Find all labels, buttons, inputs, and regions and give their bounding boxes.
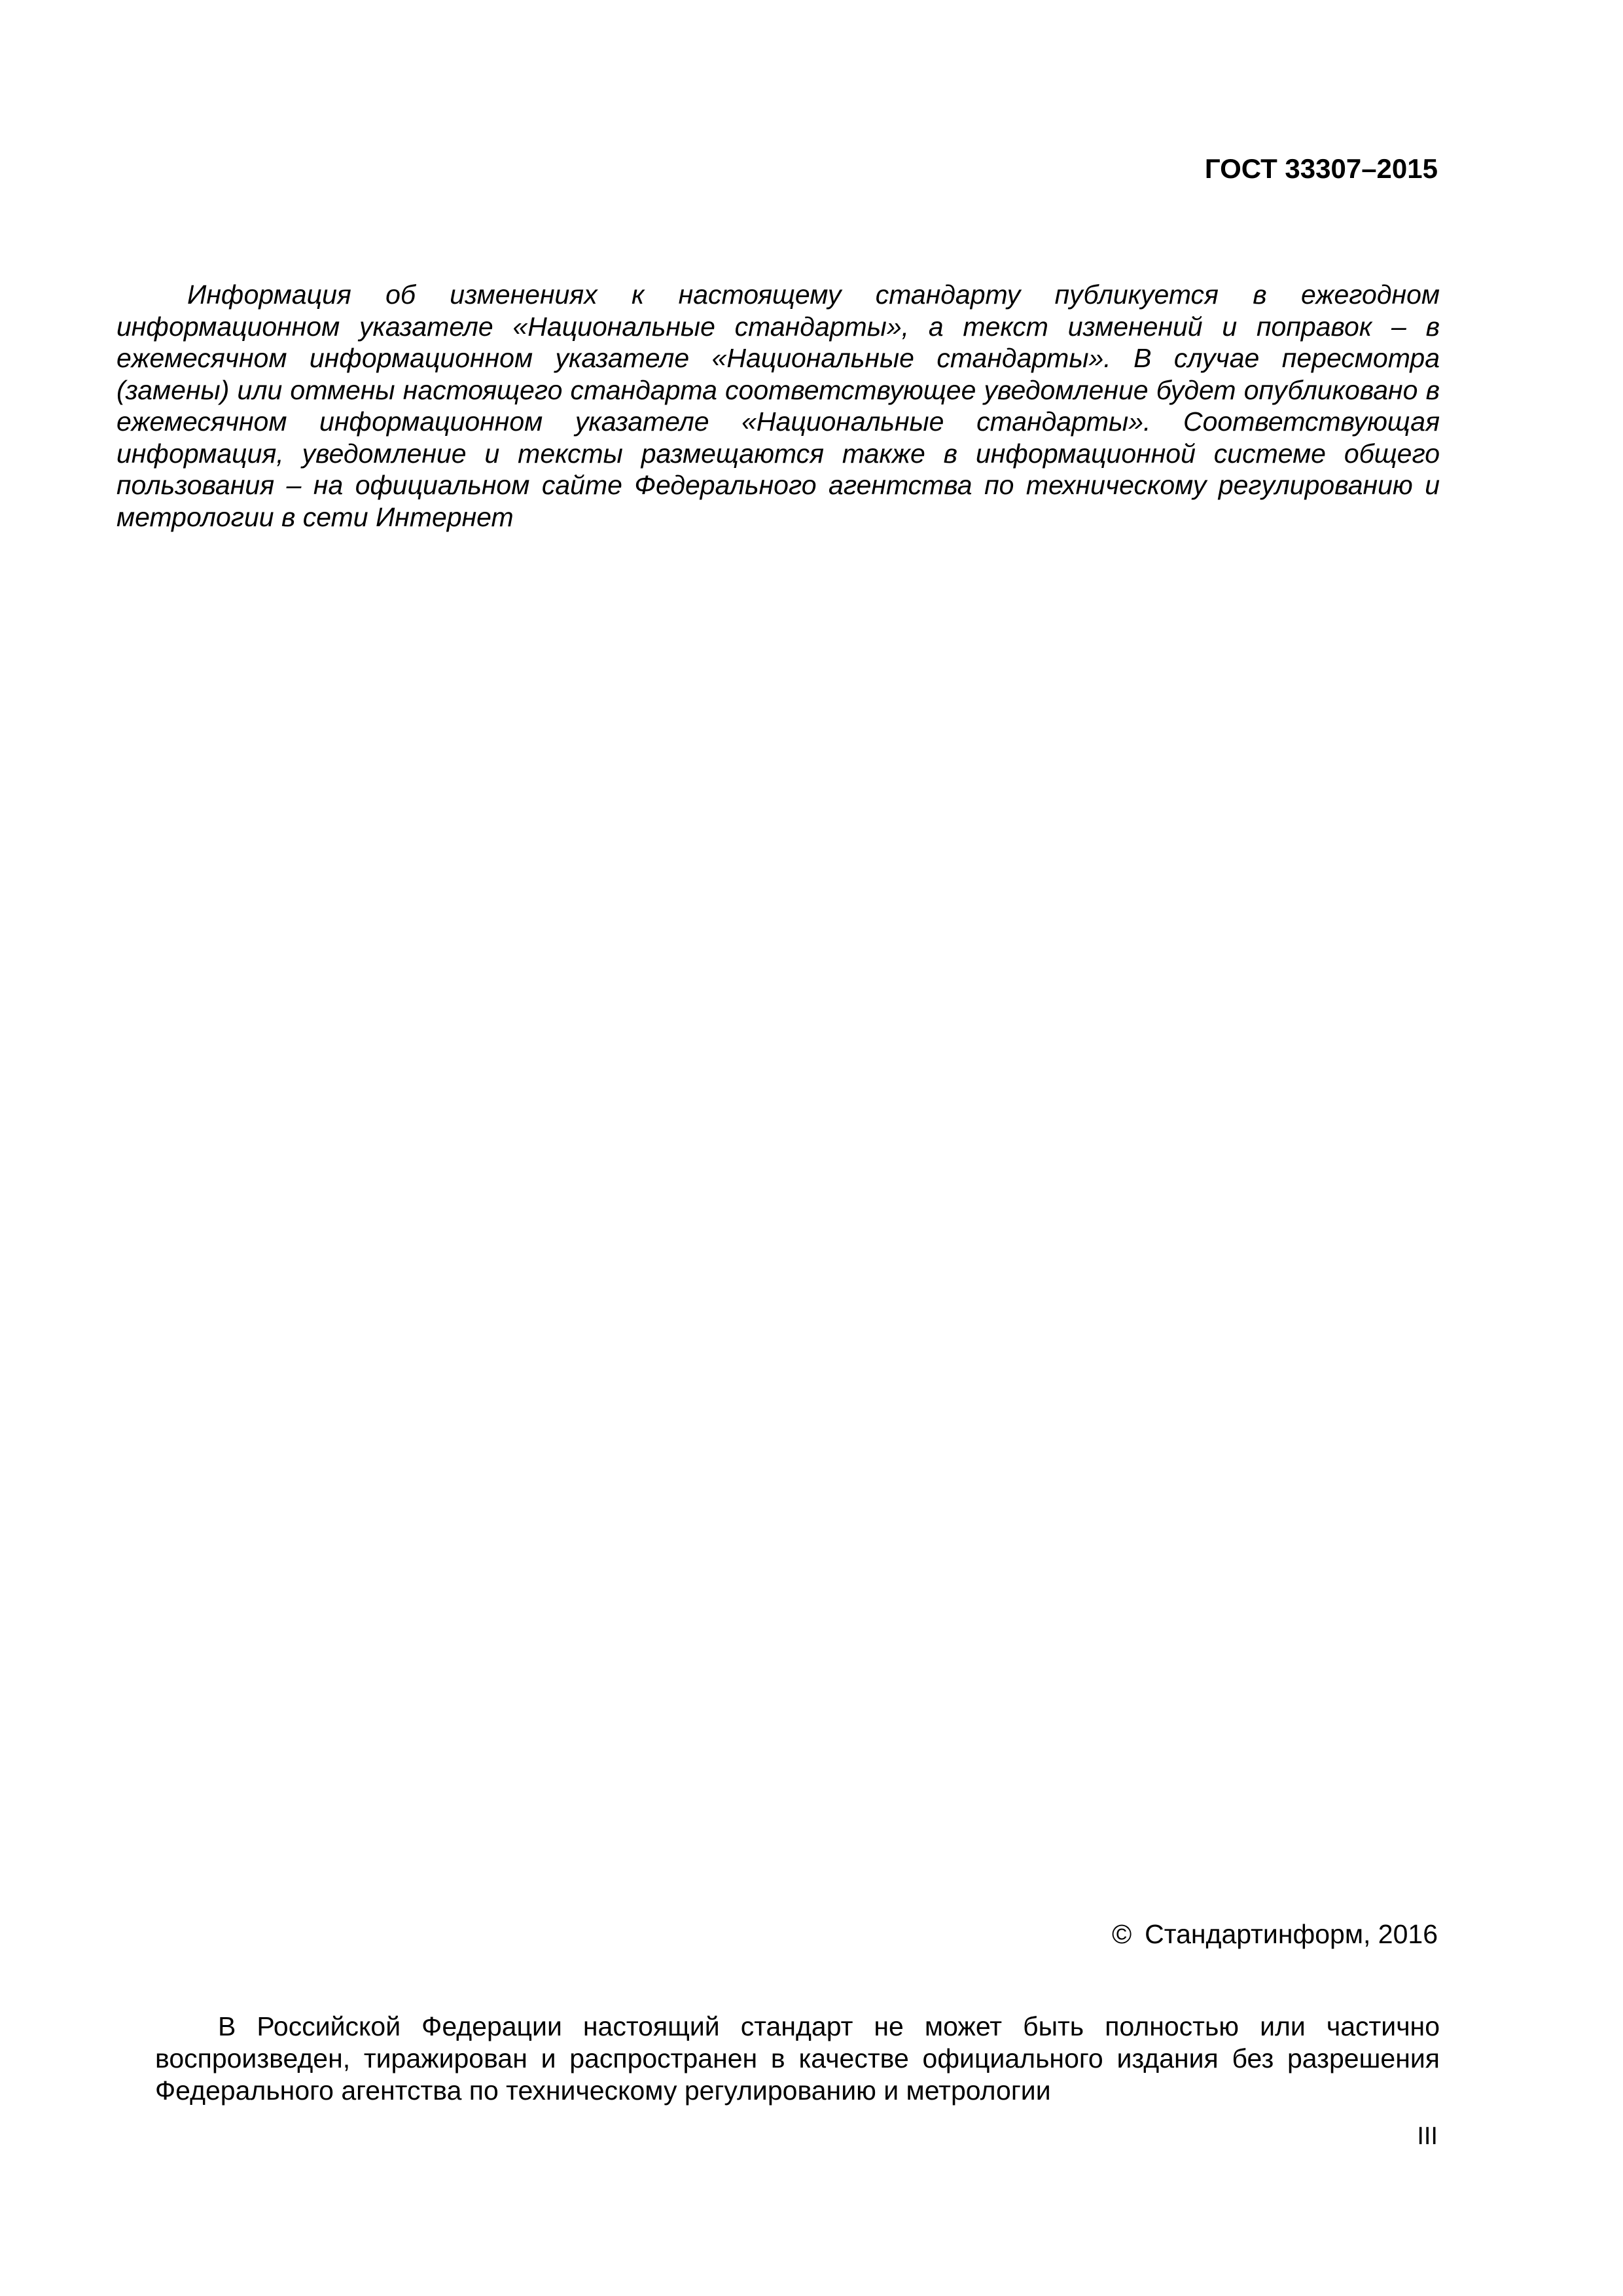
amendments-notice: Информация об изменениях к настоящему стандарту публикуется в ежегодном информационном указателе «Национальные стандарты», а текст изменений и поправок – в ежемесячном информационном указателе «Национальные стандарты». В случае пересмотра (замены) или отмены настоящего стандарта соответствующее уведомление будет опубликовано в ежемесячном информационном указателе «Национальные стандарты». Соответствующая информация, уведомление и тексты размещаются также в информационной системе общего пользования – на официальном сайте Федерального агентства по техническому регулированию и метрологии в сети Интернет [116,279,1440,532]
page-number: III [1417,2123,1438,2150]
document-code: ГОСТ 33307–2015 [1204,153,1438,184]
copyright-line [1112,1918,1438,1950]
reproduction-restriction: В Российской Федерации настоящий стандарт не может быть полностью или частично воспроизведен, тиражирован и распространен в качестве официального издания без разрешения Федерального агентства по техническому регулированию и метрологии [155,2011,1440,2106]
copyright-symbol: © [1111,1919,1132,1949]
copyright-text: Стандартинформ, 2016 [1145,1919,1438,1949]
